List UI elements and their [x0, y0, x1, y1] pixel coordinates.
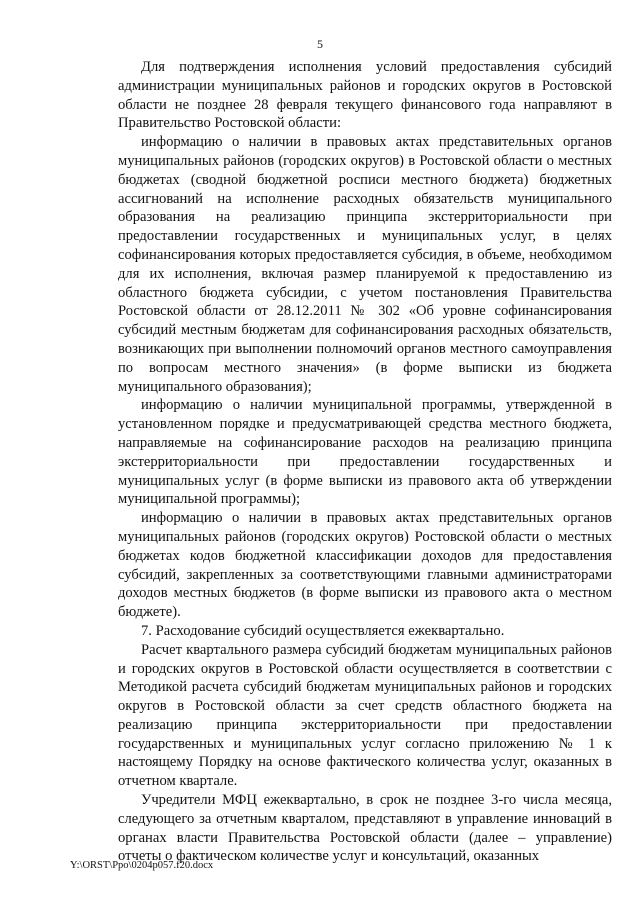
paragraph-program-info: информацию о наличии муниципальной программы, утвержденной в установленном порядке и предусматривающей средства местного бюджета, направляемые на софинансирование расходов на реализацию принципа экстерриториальности при предоставлении государственных и муниципальных услуг (в форме выписки из правового акта об утверждении муниципальной программы); — [118, 397, 612, 508]
page-number: 5 — [317, 37, 323, 51]
paragraph-mfc-reports: Учредители МФЦ ежеквартально, в срок не позднее 3-го числа месяца, следующего за отчетным кварталом, представляют в управление инноваций в органах власти Правительства Ростовской области (далее – управление) отчеты о фактическом количестве услуг и консультаций, оказанных — [118, 792, 612, 865]
paragraph-budget-info: информацию о наличии в правовых актах представительных органов муниципальных районов (городских округов) в Ростовской области о местных бюджетах (сводной бюджетной росписи местного бюджета) бюджетных ассигнований на исполнение расходных обязательств муниципального образования на реализацию принципа экстерриториальности при предоставлении государственных и муниципальных услуг, в целях софинансирования которых предоставляется субсидия, в объеме, необходимом для их исполнения, включая размер планируемой к предоставлению из областного бюджета субсидии, с учетом постановления Правительства Ростовской области от 28.12.2011 № 302 «Об уровне софинансирования субсидий местным бюджетам для софинансирования расходных обязательств, возникающих при выполнении полномочий органов местного самоуправления по вопросам местного значения» (в форме выписки из бюджета муниципального образования); — [118, 134, 612, 395]
paragraph-budget-codes-info: информацию о наличии в правовых актах представительных органов муниципальных районов (городских округов) Ростовской области о местных бюджетах кодов бюджетной классификации доходов для предоставления субсидий, закрепленных за соответствующими главными администраторами доходов местных бюджетов (в форме выписки из правового акта о местном бюджете). — [118, 510, 612, 621]
paragraph-section-7: 7. Расходование субсидий осуществляется ежеквартально. — [141, 622, 505, 639]
footer-file-path: Y:\ORST\Ppo\0204p057.f20.docx — [70, 860, 214, 871]
paragraph-calculation: Расчет квартального размера субсидий бюджетам муниципальных районов и городских округов в Ростовской области осуществляется в соответствии с Методикой расчета субсидий бюджетам муниципальных районов и городских округов в Ростовской области за счет средств областного бюджета на реализацию принципа экстерриториальности при предоставлении государственных и муниципальных услуг согласно приложению № 1 к настоящему Порядку на основе фактического количества услуг, оказанных в отчетном квартале. — [118, 641, 612, 790]
document-body — [118, 58, 612, 866]
paragraph-intro: Для подтверждения исполнения условий предоставления субсидий администрации муниципальных районов и городских округов в Ростовской области не позднее 28 февраля текущего финансового года направляют в Правительство Ростовской области: — [118, 59, 612, 132]
